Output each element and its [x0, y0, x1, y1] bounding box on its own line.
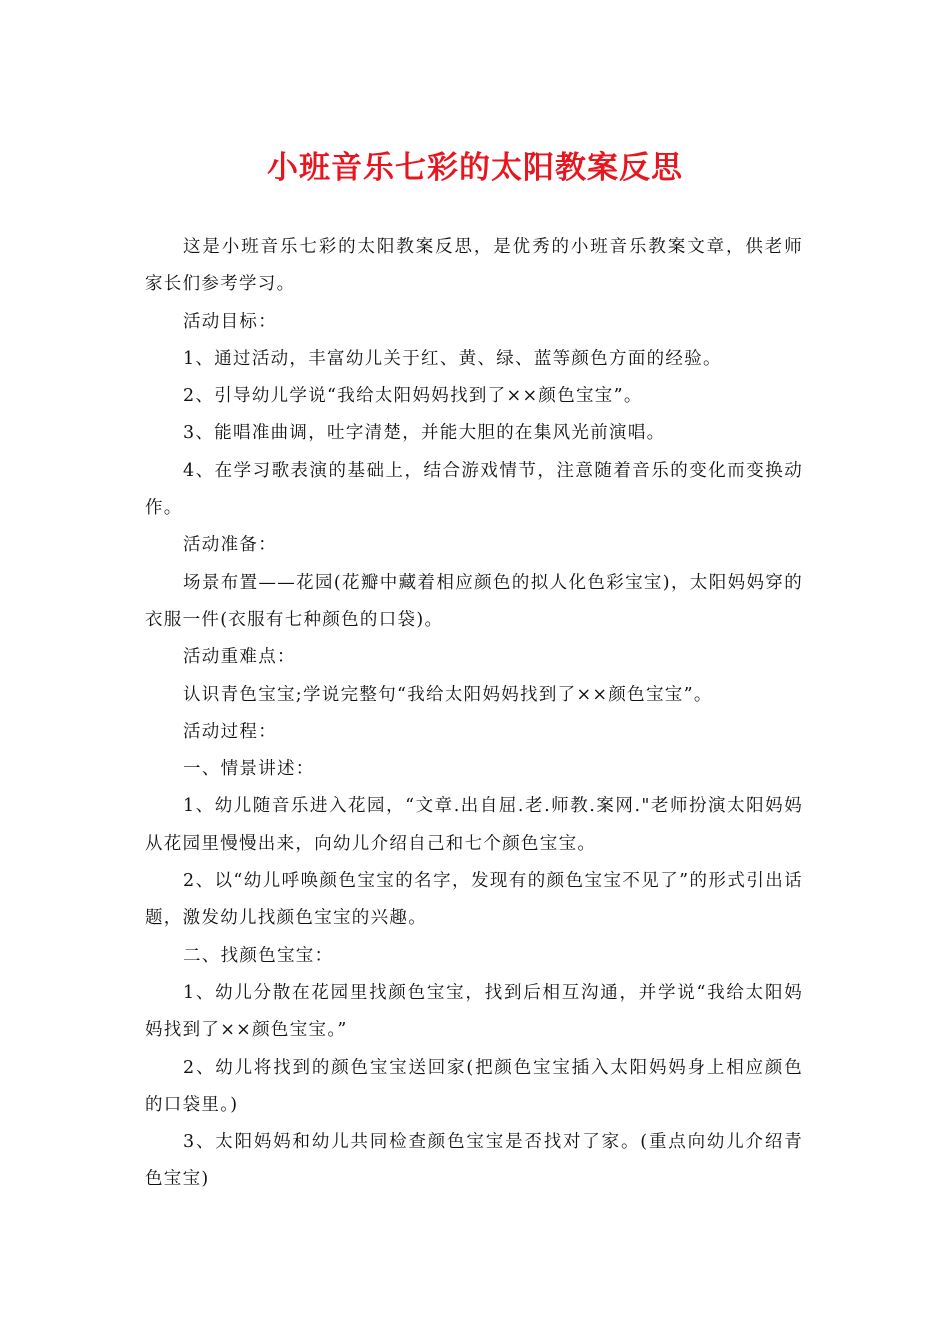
subsection-heading: 二、找颜色宝宝：: [183, 945, 334, 966]
list-item: 2、以“幼儿呼唤颜色宝宝的名字，发现有的颜色宝宝不见了”的形式引出话题，激发幼儿找颜色宝宝的兴趣。: [145, 871, 803, 929]
section-heading: 活动重难点：: [183, 647, 296, 668]
list-item: 3、太阳妈妈和幼儿共同检查颜色宝宝是否找对了家。(重点向幼儿介绍青色宝宝): [145, 1132, 803, 1190]
section-heading: 活动过程：: [183, 721, 277, 742]
document-body: [145, 229, 803, 1199]
list-item: 3、能唱准曲调，吐字清楚，并能大胆的在集风光前演唱。: [183, 423, 666, 444]
list-item: 1、通过活动，丰富幼儿关于红、黄、绿、蓝等颜色方面的经验。: [183, 348, 722, 369]
list-item: 2、幼儿将找到的颜色宝宝送回家(把颜色宝宝插入太阳妈妈身上相应颜色的口袋里。): [145, 1057, 803, 1115]
subsection-heading: 一、情景讲述：: [183, 759, 315, 780]
paragraph: 场景布置——花园(花瓣中藏着相应颜色的拟人化色彩宝宝)，太阳妈妈穿的衣服一件(衣服有七种颜色的口袋)。: [145, 572, 803, 630]
list-item: 1、幼儿随音乐进入花园，“文章.出自屈.老.师教.案网."老师扮演太阳妈妈从花园里慢慢出来，向幼儿介绍自己和七个颜色宝宝。: [145, 796, 803, 854]
list-item: 1、幼儿分散在花园里找颜色宝宝，找到后相互沟通，并学说“我给太阳妈妈找到了××颜色宝宝。”: [145, 982, 803, 1041]
list-item: 4、在学习歌表演的基础上，结合游戏情节，注意随着音乐的变化而变换动作。: [145, 460, 803, 519]
list-item: 2、引导幼儿学说“我给太阳妈妈找到了××颜色宝宝”。: [183, 386, 643, 407]
section-heading: 活动准备：: [183, 535, 277, 556]
paragraph: 这是小班音乐七彩的太阳教案反思，是优秀的小班音乐教案文章，供老师家长们参考学习。: [145, 237, 803, 295]
section-heading: 活动目标：: [183, 311, 277, 332]
paragraph: 认识青色宝宝;学说完整句“我给太阳妈妈找到了××颜色宝宝”。: [183, 684, 713, 705]
document-title: 小班音乐七彩的太阳教案反思: [267, 150, 683, 186]
